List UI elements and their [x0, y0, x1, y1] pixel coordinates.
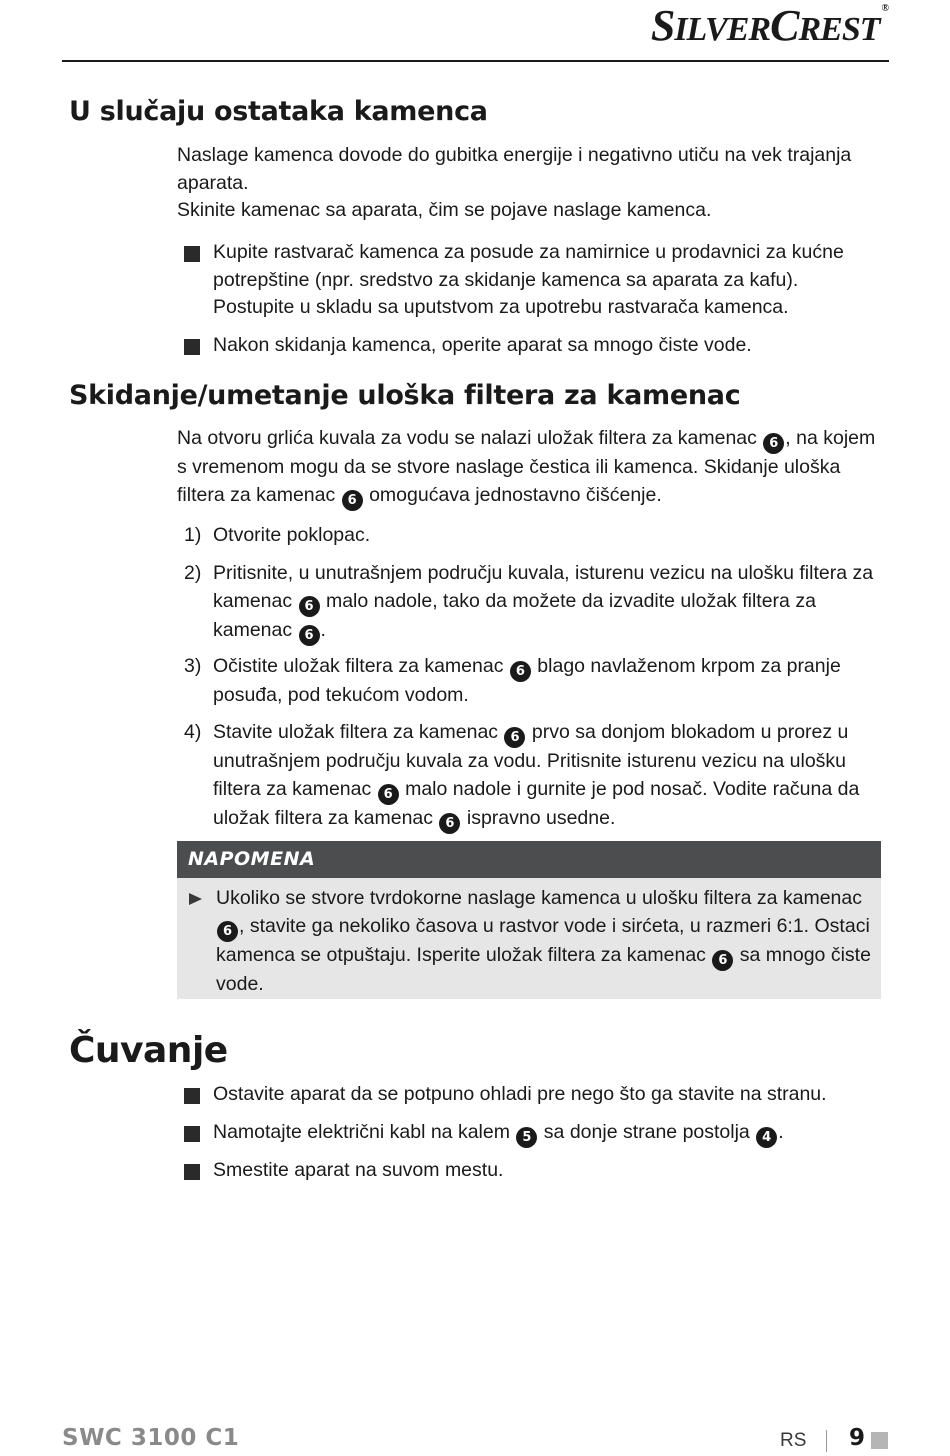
footer-language-code: RS	[780, 1430, 807, 1451]
list-item-text: Ostavite aparat da se potpuno ohladi pre nego što ga stavite na stranu.	[213, 1083, 827, 1105]
part-number-badge: 5	[516, 1127, 537, 1148]
footer-divider	[826, 1430, 827, 1452]
brand-logo: SILVERCREST®	[650, 1, 888, 50]
part-number-badge: 6	[378, 784, 399, 805]
list-item-text: Kupite rastvarač kamenca za posude za namirnice u prodavnici za kućne potrepštine (npr. sredstvo za skidanje kamenca sa aparata za kafu). Postupite u skladu sa uputstvom za upotrebu rastvarača kamenca.	[213, 241, 844, 318]
step-item: 3) Očistite uložak filtera za kamenac 6 blago navlaženom krpom za pranje posuđa, pod tekućom vodom.	[184, 655, 841, 706]
list-item-text: Smestite aparat na suvom mestu.	[213, 1159, 504, 1181]
part-number-badge: 6	[763, 433, 784, 454]
list-item: Namotajte električni kabl na kalem 5 sa donje strane postolja 4 .	[177, 1119, 882, 1148]
list-item	[177, 1157, 882, 1185]
filter-intro: Na otvoru grlića kuvala za vodu se nalazi uložak filtera za kamenac 6 , na kojem s vremenom mogu da se stvore naslage čestica ili kamenca. Skidanje uloška filtera za kamenac 6 omogućava jednostavno čišćenje.	[177, 425, 882, 511]
part-number-badge: 6	[217, 921, 238, 942]
section-title-filter: Skidanje/umetanje uloška filtera za kamenac	[69, 380, 741, 411]
list-item	[177, 332, 882, 360]
part-number-badge: 6	[439, 813, 460, 834]
descaling-paragraph-1: Naslage kamenca dovode do gubitka energije i negativno utiču na vek trajanja aparata.	[177, 144, 852, 194]
part-number-badge: 6	[299, 625, 320, 646]
list-item	[177, 1081, 882, 1109]
header-rule	[62, 60, 889, 62]
step-number: 1)	[184, 524, 202, 546]
descaling-paragraph-2: Skinite kamenac sa aparata, čim se pojave naslage kamenca.	[177, 199, 712, 221]
part-number-badge: 6	[510, 661, 531, 682]
part-number-badge: 6	[342, 490, 363, 511]
part-number-badge: 6	[299, 596, 320, 617]
bullet-square-icon	[184, 246, 200, 262]
footer-square-icon	[871, 1432, 888, 1449]
step-item: 4) Stavite uložak filtera za kamenac 6 prvo sa donjom blokadom u prorez u unutrašnjem području kuvala za vodu. Pritisnite isturenu vezicu na ulošku filtera za kamenac 6 malo nadole i gurnite je pod nosač. Vodite računa da uložak filtera za kamenac 6 ispravno usedne.	[177, 719, 882, 834]
list-item	[177, 239, 882, 322]
step-number: 2)	[184, 562, 202, 584]
step-number: 4)	[184, 721, 202, 743]
page-number: 9	[849, 1425, 866, 1451]
bullet-square-icon	[184, 1126, 200, 1142]
part-number-badge: 6	[504, 727, 525, 748]
part-number-badge: 6	[712, 950, 733, 971]
note-body: Ukoliko se stvore tvrdokorne naslage kamenca u ulošku filtera za kamenac 6 , stavite ga nekoliko časova u rastvor vode i sirćeta, u razmeri 6:1. Ostaci kamenca se otpuštaju. Isperite uložak filtera za kamenac 6 sa mnogo čiste vode.	[177, 878, 881, 999]
step-item: 1) Otvorite poklopac.	[177, 522, 882, 550]
bullet-square-icon	[184, 1088, 200, 1104]
bullet-square-icon	[184, 1164, 200, 1180]
section-title-descaling: U slučaju ostataka kamenca	[69, 96, 488, 127]
arrow-right-icon	[189, 893, 202, 905]
part-number-badge: 4	[756, 1127, 777, 1148]
step-number: 3)	[184, 655, 202, 677]
section-title-storage: Čuvanje	[69, 1030, 228, 1071]
bullet-square-icon	[184, 339, 200, 355]
step-item: 2) Pritisnite, u unutrašnjem području kuvala, isturenu vezicu na ulošku filtera za kamenac 6 malo nadole, tako da možete da izvadite uložak filtera za kamenac 6 .	[177, 560, 882, 646]
list-item-text: Nakon skidanja kamenca, operite aparat sa mnogo čiste vode.	[213, 334, 752, 356]
note-heading: NAPOMENA	[177, 841, 881, 878]
footer-model-number: SWC 3100 C1	[62, 1425, 240, 1451]
descaling-intro	[177, 142, 882, 225]
